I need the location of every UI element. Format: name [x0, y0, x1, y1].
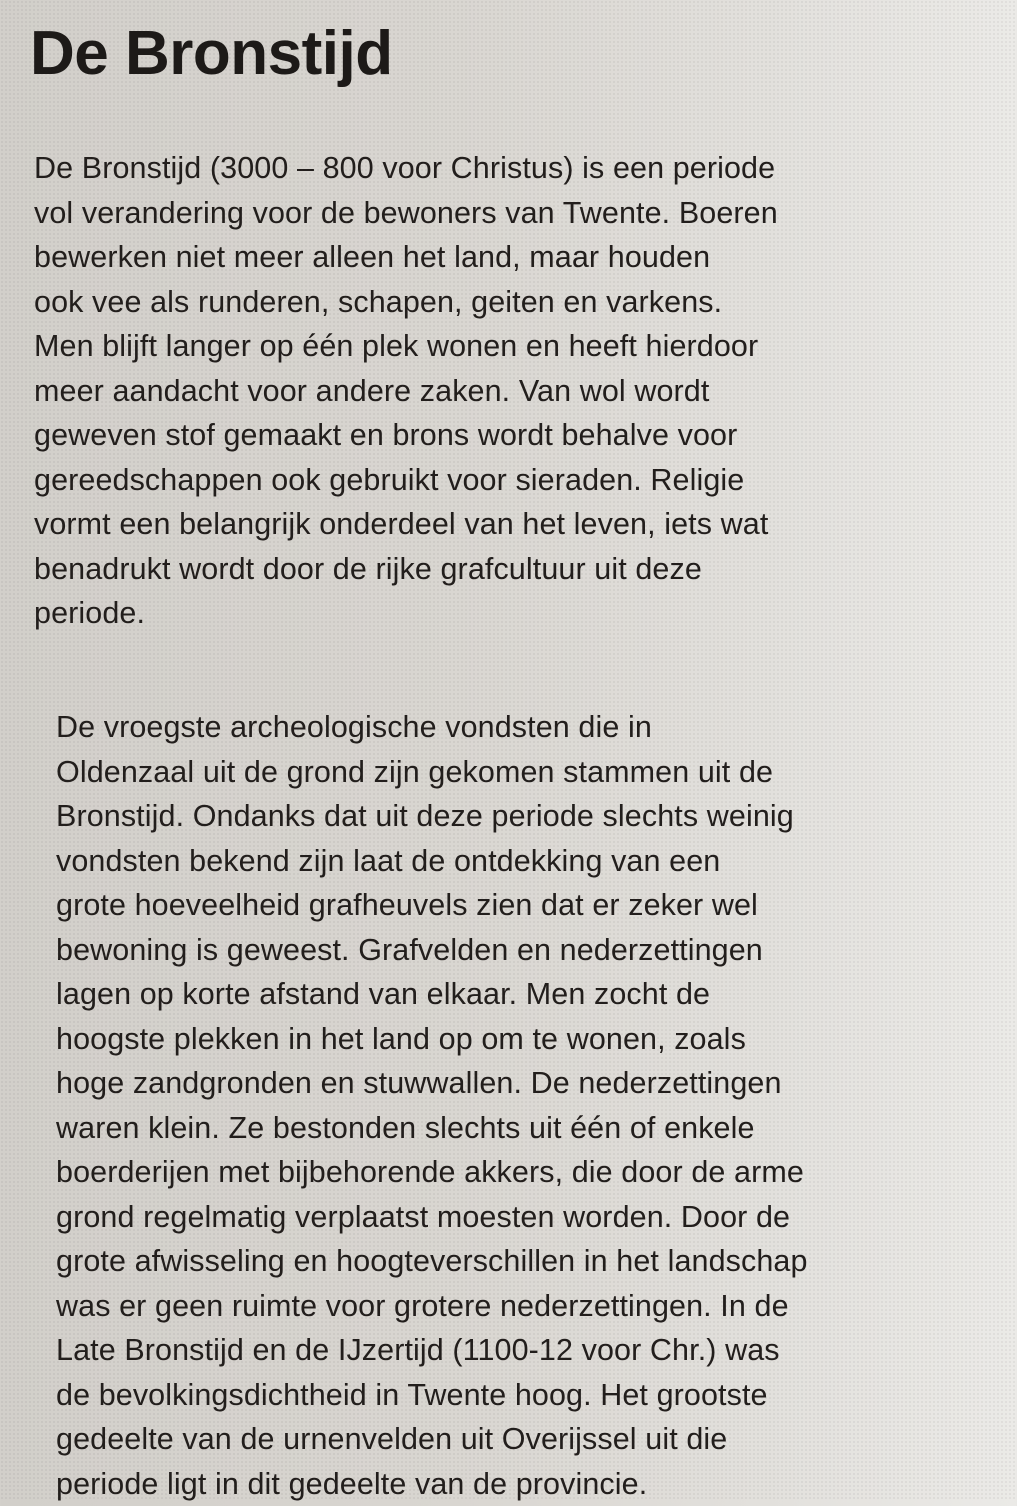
- text-line: Bronstijd. Ondanks dat uit deze periode slechts weinig: [56, 794, 808, 839]
- text-line: boerderijen met bijbehorende akkers, die door de arme: [56, 1150, 808, 1195]
- text-line: bewerken niet meer alleen het land, maar houden: [34, 235, 778, 280]
- paragraph-intro: [34, 146, 778, 636]
- text-line: periode.: [34, 591, 778, 636]
- text-line: bewoning is geweest. Grafvelden en nederzettingen: [56, 928, 808, 973]
- text-line: meer aandacht voor andere zaken. Van wol wordt: [34, 369, 778, 414]
- text-line: waren klein. Ze bestonden slechts uit één of enkele: [56, 1106, 808, 1151]
- text-line: was er geen ruimte voor grotere nederzettingen. In de: [56, 1284, 808, 1329]
- text-line: vondsten bekend zijn laat de ontdekking van een: [56, 839, 808, 884]
- text-line: lagen op korte afstand van elkaar. Men zocht de: [56, 972, 808, 1017]
- text-line: gereedschappen ook gebruikt voor sieraden. Religie: [34, 458, 778, 503]
- text-line: benadrukt wordt door de rijke grafcultuur uit deze: [34, 547, 778, 592]
- text-line: Late Bronstijd en de IJzertijd (1100-12 voor Chr.) was: [56, 1328, 808, 1373]
- text-line: geweven stof gemaakt en brons wordt behalve voor: [34, 413, 778, 458]
- text-line: gedeelte van de urnenvelden uit Overijssel uit die: [56, 1417, 808, 1462]
- text-line: periode ligt in dit gedeelte van de provincie.: [56, 1462, 808, 1506]
- text-line: grote afwisseling en hoogteverschillen in het landschap: [56, 1239, 808, 1284]
- text-line: hoge zandgronden en stuwwallen. De nederzettingen: [56, 1061, 808, 1106]
- text-line: vol verandering voor de bewoners van Twente. Boeren: [34, 191, 778, 236]
- text-line: grond regelmatig verplaatst moesten worden. Door de: [56, 1195, 808, 1240]
- paragraph-finds: [56, 705, 808, 1506]
- text-line: grote hoeveelheid grafheuvels zien dat er zeker wel: [56, 883, 808, 928]
- text-line: hoogste plekken in het land op om te wonen, zoals: [56, 1017, 808, 1062]
- text-line: ook vee als runderen, schapen, geiten en varkens.: [34, 280, 778, 325]
- text-line: De vroegste archeologische vondsten die in: [56, 705, 808, 750]
- text-line: Men blijft langer op één plek wonen en heeft hierdoor: [34, 324, 778, 369]
- text-line: Oldenzaal uit de grond zijn gekomen stammen uit de: [56, 750, 808, 795]
- text-line: De Bronstijd (3000 – 800 voor Christus) is een periode: [34, 146, 778, 191]
- text-line: vormt een belangrijk onderdeel van het leven, iets wat: [34, 502, 778, 547]
- text-line: de bevolkingsdichtheid in Twente hoog. Het grootste: [56, 1373, 808, 1418]
- panel-title: De Bronstijd: [30, 14, 393, 94]
